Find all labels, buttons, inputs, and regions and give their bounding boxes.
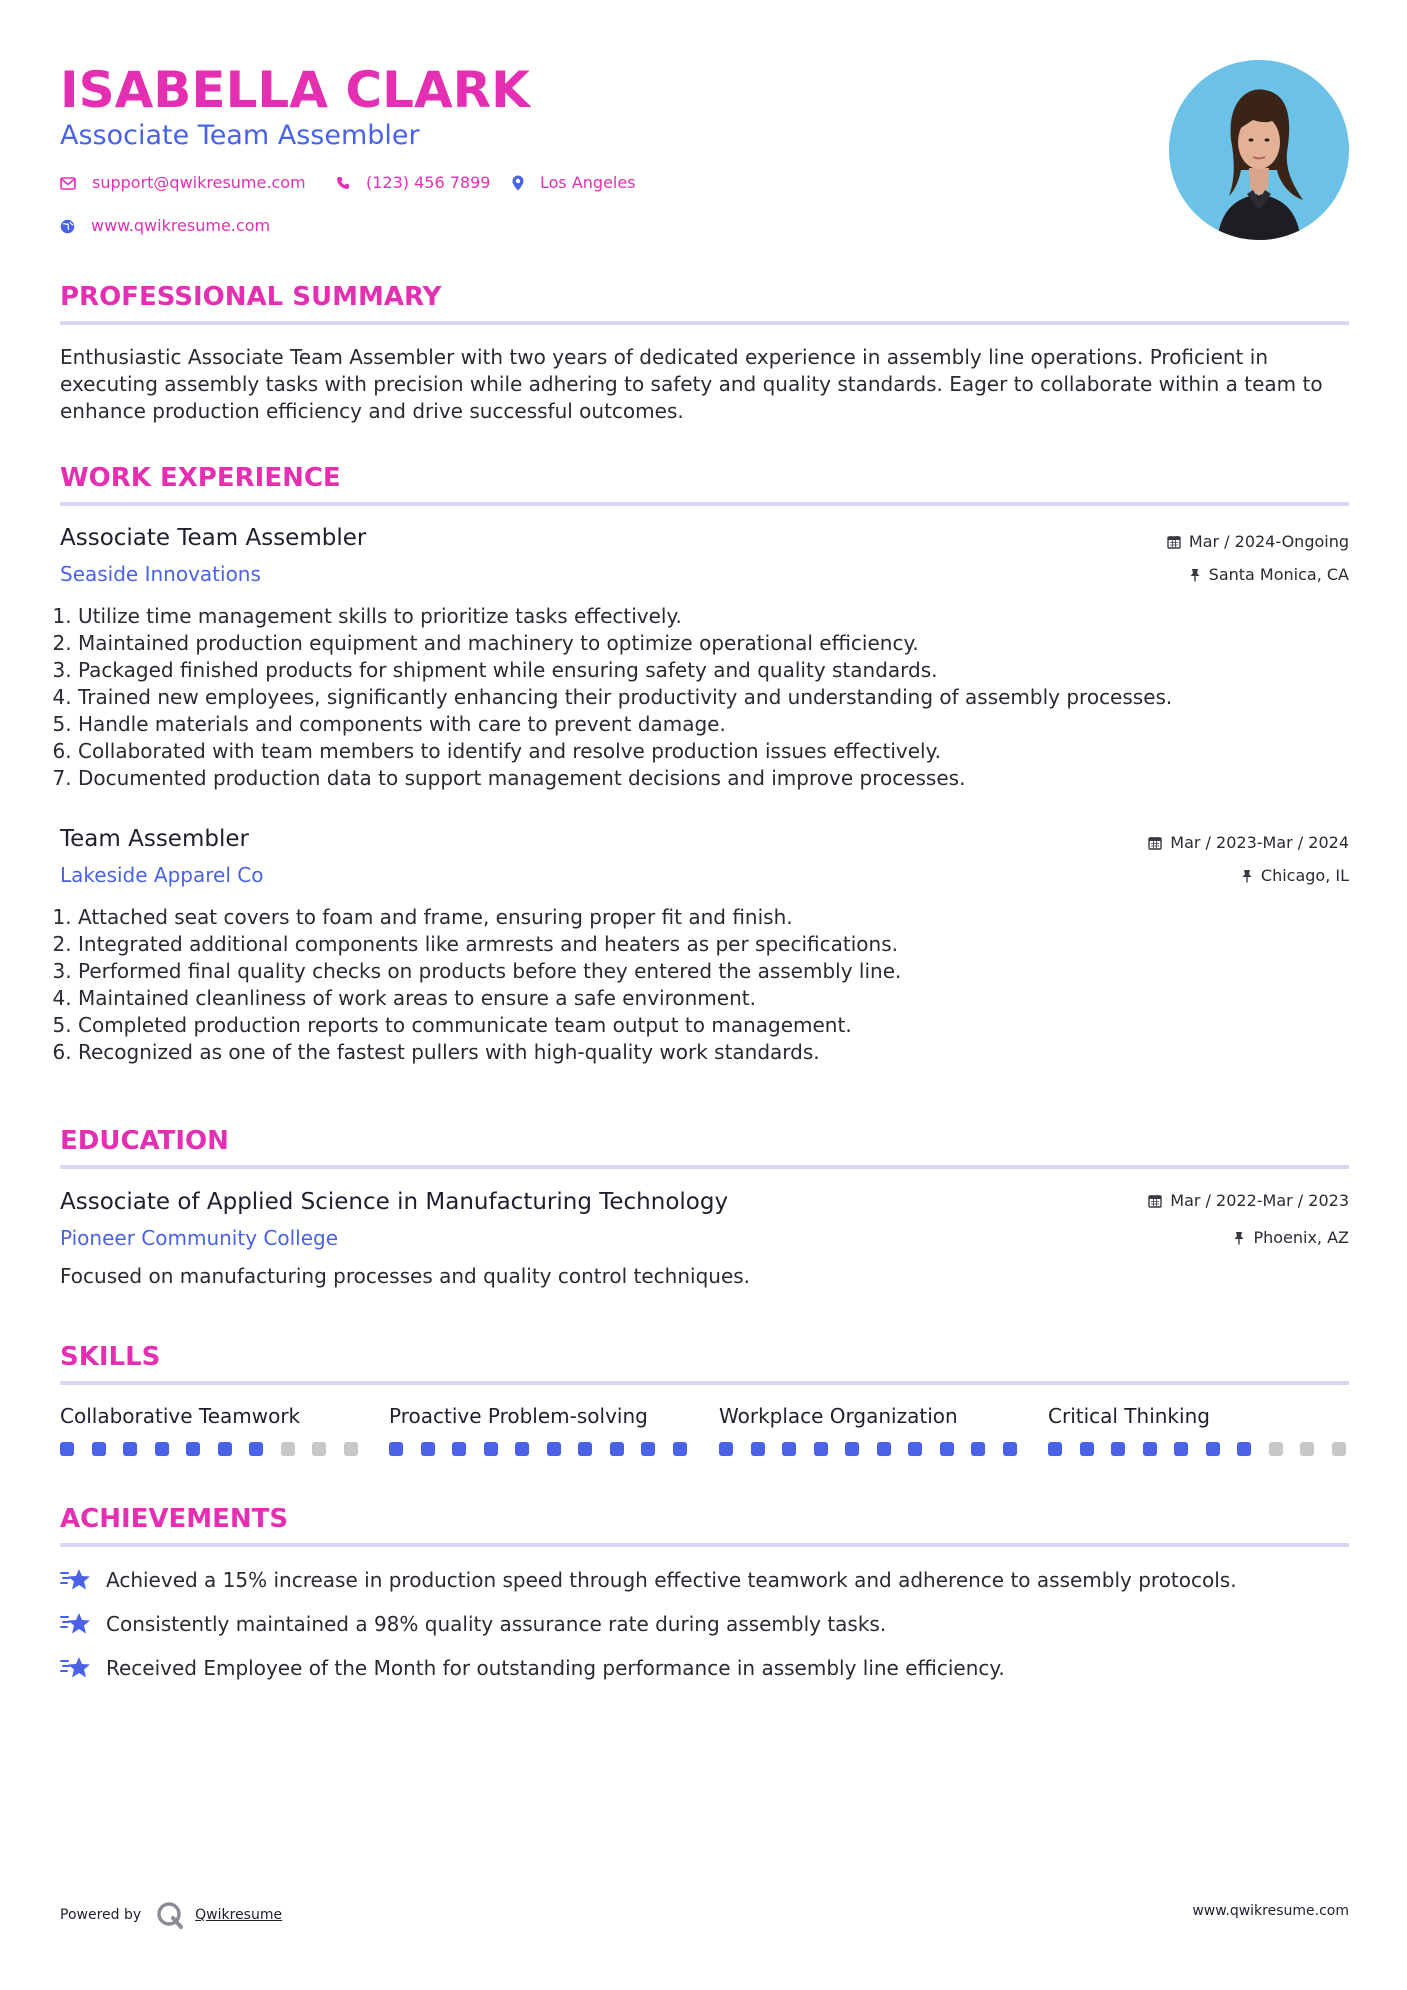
candidate-name: ISABELLA CLARK [60, 61, 530, 119]
education-dates-text: Mar / 2022-Mar / 2023 [1170, 1191, 1349, 1210]
section-title-achievements: ACHIEVEMENTS [60, 1504, 289, 1534]
skill-dot-filled [877, 1442, 891, 1456]
list-item: 3. Performed final quality checks on products before they entered the assembly line. [78, 958, 1368, 985]
calendar-icon [1148, 1194, 1162, 1208]
achievement-item [60, 1654, 1005, 1682]
skill-dot-filled [641, 1442, 655, 1456]
calendar-icon [1148, 836, 1162, 850]
skill-dot-filled [578, 1442, 592, 1456]
list-item: 1. Utilize time management skills to prioritize tasks effectively. [78, 603, 1368, 630]
contact-website[interactable] [60, 215, 270, 237]
skill-dot-filled [484, 1442, 498, 1456]
candidate-title: Associate Team Assembler [60, 120, 420, 151]
skill-item [389, 1402, 687, 1456]
list-item: 2. Maintained production equipment and machinery to optimize operational efficiency. [78, 630, 1368, 657]
skill-dot-filled [814, 1442, 828, 1456]
pushpin-icon [1241, 869, 1253, 883]
achievement-text: Received Employee of the Month for outstanding performance in assembly line efficiency. [106, 1656, 1005, 1680]
skill-dot-filled [673, 1442, 687, 1456]
list-item: 6. Collaborated with team members to identify and resolve production issues effectively. [78, 738, 1368, 765]
skill-dot-filled [610, 1442, 624, 1456]
job-dates [1148, 832, 1349, 854]
pushpin-icon [1189, 568, 1201, 582]
email-text: support@qwikresume.com [92, 173, 306, 192]
achievement-item [60, 1566, 1237, 1594]
job-location [1241, 865, 1349, 887]
section-title-education: EDUCATION [60, 1126, 229, 1156]
profile-photo [1169, 60, 1349, 240]
skill-dot-filled [92, 1442, 106, 1456]
skill-level-meter [60, 1442, 358, 1456]
skill-dot-filled [60, 1442, 74, 1456]
skill-dot-filled [123, 1442, 137, 1456]
skill-dot-filled [971, 1442, 985, 1456]
list-item: 5. Handle materials and components with care to prevent damage. [78, 711, 1368, 738]
section-divider [60, 1543, 1349, 1547]
section-divider [60, 321, 1349, 325]
profile-photo-illustration [1169, 60, 1349, 240]
powered-by-label: Powered by [60, 1907, 142, 1923]
job-bullets [54, 603, 1368, 792]
job-company: Seaside Innovations [60, 562, 261, 586]
skill-level-meter [389, 1442, 687, 1456]
skill-dot-filled [1143, 1442, 1157, 1456]
skill-dot-empty [281, 1442, 295, 1456]
education-degree: Associate of Applied Science in Manufacturing Technology [60, 1189, 729, 1215]
skill-name: Proactive Problem-solving [389, 1404, 648, 1428]
section-divider [60, 1165, 1349, 1169]
skill-level-meter [719, 1442, 1017, 1456]
job-company: Lakeside Apparel Co [60, 863, 264, 887]
education-dates [1148, 1190, 1349, 1212]
education-location [1233, 1227, 1349, 1249]
skill-dot-empty [1269, 1442, 1283, 1456]
job-title: Team Assembler [60, 826, 249, 852]
skill-dot-filled [940, 1442, 954, 1456]
skill-dot-filled [908, 1442, 922, 1456]
skill-name: Critical Thinking [1048, 1404, 1210, 1428]
skill-dot-filled [719, 1442, 733, 1456]
website-text: www.qwikresume.com [91, 216, 271, 235]
job-location-text: Santa Monica, CA [1208, 565, 1349, 584]
section-title-experience: WORK EXPERIENCE [60, 463, 341, 493]
section-title-skills: SKILLS [60, 1342, 161, 1372]
job-dates [1167, 531, 1349, 553]
skill-dot-filled [1111, 1442, 1125, 1456]
envelope-icon [60, 177, 76, 190]
contact-location [512, 172, 636, 194]
section-title-summary: PROFESSIONAL SUMMARY [60, 282, 442, 312]
skill-dot-filled [547, 1442, 561, 1456]
skill-dot-filled [452, 1442, 466, 1456]
skill-dot-filled [389, 1442, 403, 1456]
star-icon [60, 1567, 92, 1593]
footer-powered-by [60, 1900, 282, 1930]
skill-dot-filled [751, 1442, 765, 1456]
job-dates-text: Mar / 2023-Mar / 2024 [1170, 833, 1349, 852]
globe-icon [60, 219, 75, 234]
skill-dot-filled [1174, 1442, 1188, 1456]
skill-item [60, 1402, 358, 1456]
job-bullets [54, 904, 1368, 1066]
contact-email[interactable] [60, 172, 306, 194]
calendar-icon [1167, 535, 1181, 549]
education-location-text: Phoenix, AZ [1253, 1228, 1349, 1247]
job-location-text: Chicago, IL [1260, 866, 1349, 885]
skill-dot-empty [312, 1442, 326, 1456]
achievement-item [60, 1610, 886, 1638]
list-item: 5. Completed production reports to communicate team output to management. [78, 1012, 1368, 1039]
skill-dot-filled [218, 1442, 232, 1456]
qwikresume-logo-icon [155, 1900, 185, 1930]
skill-dot-filled [1206, 1442, 1220, 1456]
job-location [1189, 564, 1349, 586]
skill-dot-empty [1332, 1442, 1346, 1456]
list-item: 6. Recognized as one of the fastest pullers with high-quality work standards. [78, 1039, 1368, 1066]
skill-dot-filled [1237, 1442, 1251, 1456]
skill-level-meter [1048, 1442, 1346, 1456]
education-school: Pioneer Community College [60, 1226, 339, 1250]
skill-dot-empty [1300, 1442, 1314, 1456]
skill-dot-empty [344, 1442, 358, 1456]
list-item: 4. Trained new employees, significantly enhancing their productivity and understanding of assembly processes. [78, 684, 1368, 711]
phone-text: (123) 456 7899 [366, 173, 491, 192]
contact-phone[interactable] [336, 172, 490, 194]
skill-item [1048, 1402, 1346, 1456]
skill-dot-filled [155, 1442, 169, 1456]
summary-text: Enthusiastic Associate Team Assembler with two years of dedicated experience in assembly line operations. Proficient in executing assembly tasks with precision while adhering to safety and quality standards. Eager to collaborate within a team to enhance production efficiency and drive successful outcomes. [60, 345, 1323, 423]
section-divider [60, 1381, 1349, 1385]
achievement-text: Achieved a 15% increase in production speed through effective teamwork and adherence to assembly protocols. [106, 1568, 1237, 1592]
skill-dot-filled [782, 1442, 796, 1456]
skill-dot-filled [249, 1442, 263, 1456]
phone-icon [336, 176, 350, 190]
location-text: Los Angeles [540, 173, 636, 192]
skill-dot-filled [845, 1442, 859, 1456]
list-item: 2. Integrated additional components like armrests and heaters as per specifications. [78, 931, 1368, 958]
star-icon [60, 1611, 92, 1637]
skill-name: Workplace Organization [719, 1404, 958, 1428]
list-item: 7. Documented production data to support management decisions and improve processes. [78, 765, 1368, 792]
skill-dot-filled [1048, 1442, 1062, 1456]
skill-name: Collaborative Teamwork [60, 1404, 301, 1428]
skill-item [719, 1402, 1017, 1456]
education-description: Focused on manufacturing processes and quality control techniques. [60, 1264, 751, 1288]
skill-dot-filled [515, 1442, 529, 1456]
skill-dot-filled [186, 1442, 200, 1456]
job-dates-text: Mar / 2024-Ongoing [1188, 532, 1349, 551]
brand-link[interactable]: Qwikresume [195, 1907, 283, 1923]
list-item: 1. Attached seat covers to foam and frame, ensuring proper fit and finish. [78, 904, 1368, 931]
map-pin-icon [512, 175, 524, 191]
achievement-text: Consistently maintained a 98% quality assurance rate during assembly tasks. [106, 1612, 887, 1636]
skill-dot-filled [421, 1442, 435, 1456]
list-item: 4. Maintained cleanliness of work areas to ensure a safe environment. [78, 985, 1368, 1012]
footer-site-link[interactable]: www.qwikresume.com [1192, 1903, 1349, 1919]
skill-dot-filled [1003, 1442, 1017, 1456]
job-title: Associate Team Assembler [60, 525, 367, 551]
skill-dot-filled [1080, 1442, 1094, 1456]
pushpin-icon [1233, 1231, 1245, 1245]
star-icon [60, 1655, 92, 1681]
section-divider [60, 502, 1349, 506]
list-item: 3. Packaged finished products for shipment while ensuring safety and quality standards. [78, 657, 1368, 684]
